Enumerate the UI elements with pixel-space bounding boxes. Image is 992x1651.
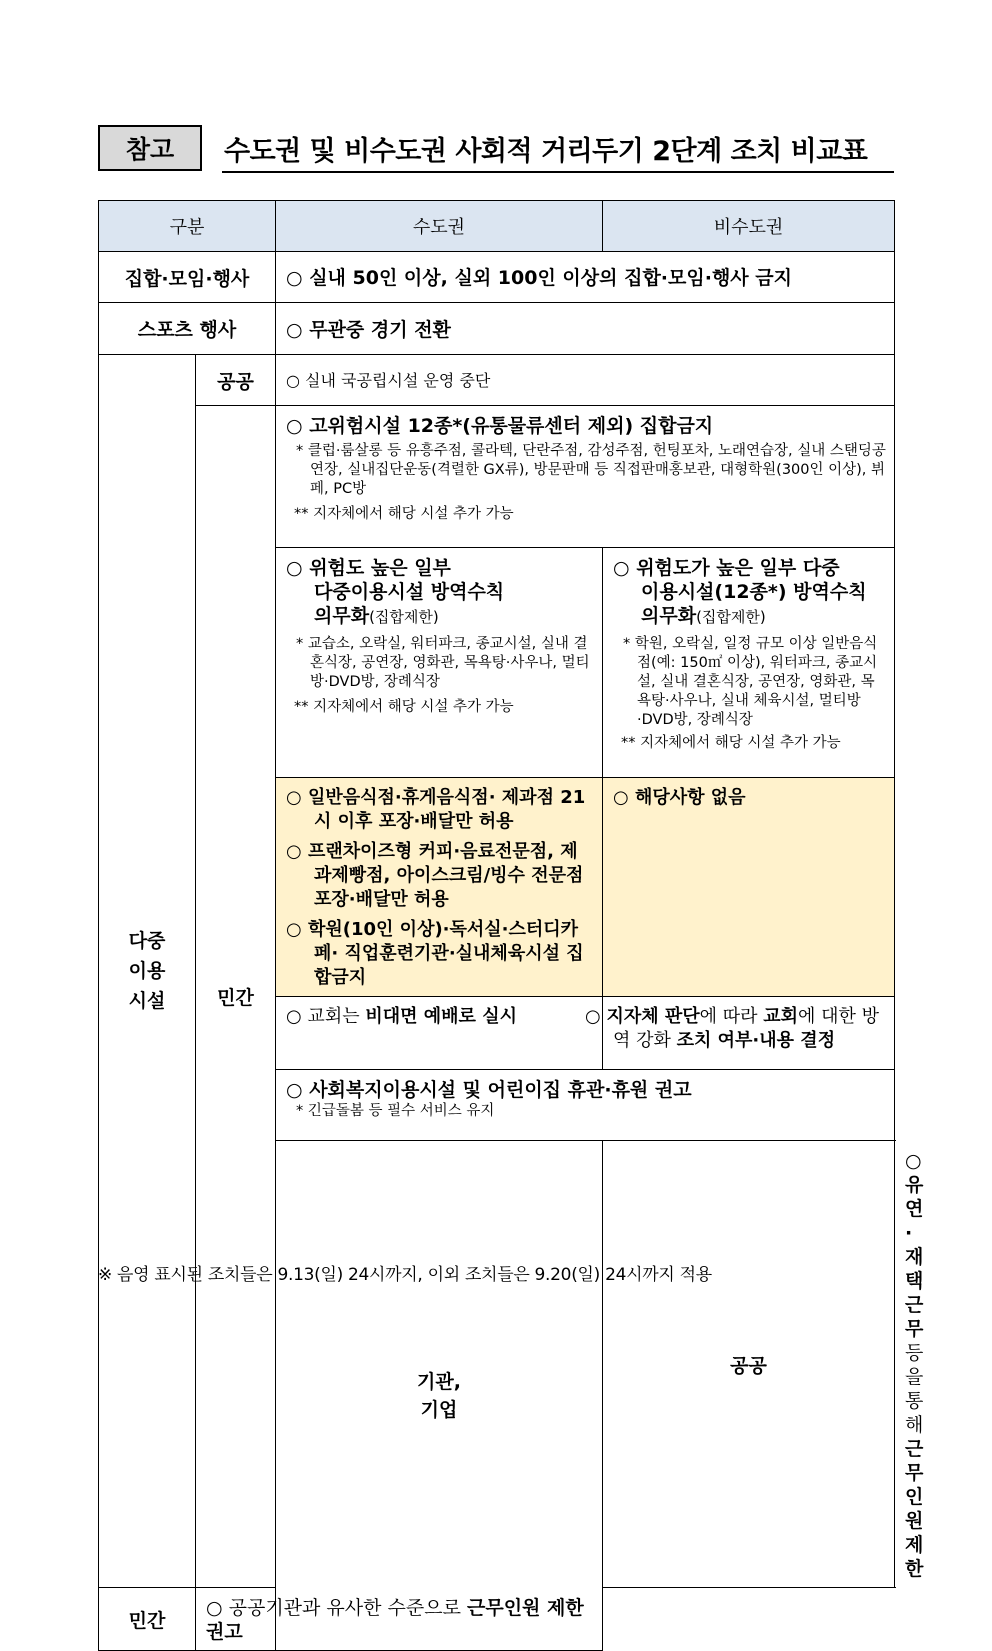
risky-noncapital-line1: ○ 위험도가 높은 일부 다중 [613, 557, 840, 579]
church-noncapital-f: 조치 여부·내용 결정 [676, 1030, 836, 1051]
public-text: ○ 실내 국공립시설 운영 중단 [276, 355, 895, 406]
risky-capital-cell [276, 548, 603, 778]
reference-badge: 참고 [98, 125, 202, 171]
row-label-multi-use: 다중 이용 시설 [99, 355, 196, 1588]
header-noncapital: 비수도권 [603, 201, 895, 252]
restaurant-capital-cell [276, 778, 603, 997]
org-private-b: 근무인원 제한 권고 [206, 1597, 584, 1643]
org-public-d: 근무인원 제한 [905, 1438, 924, 1580]
org-public-a: ○ [905, 1150, 922, 1172]
org-public-b: 유연·재택근무 [905, 1174, 924, 1340]
title-row [98, 125, 894, 173]
risky-capital-note2: ** 지자체에서 해당 시설 추가 가능 [294, 699, 514, 715]
church-noncapital-d: 교회 [763, 1006, 799, 1027]
row-label-org-public: 공공 [603, 1141, 895, 1588]
row-label-gathering: 집합·모임·행사 [99, 252, 276, 303]
church-noncapital-e: 에 대한 방역 강화 [613, 1006, 880, 1051]
church-noncapital-b: 지자체 판단 [606, 1006, 700, 1027]
church-noncapital-a: ○ [585, 1006, 607, 1027]
risky-capital-line1: ○ 위험도 높은 일부 [286, 557, 451, 579]
row-label-org: 기관, 기업 [276, 1141, 603, 1651]
sports-text: ○ 무관중 경기 전환 [276, 303, 895, 355]
restaurant-noncapital-cell: ○ 해당사항 없음 [603, 778, 895, 997]
page-title: 수도권 및 비수도권 사회적 거리두기 2단계 조치 비교표 [224, 136, 868, 167]
header-category: 구분 [99, 201, 276, 252]
gathering-text: ○ 실내 50인 이상, 실외 100인 이상의 집합·모임·행사 금지 [276, 252, 895, 303]
footer-note: ※ 음영 표시된 조치들은 9.13(일) 24시까지, 이외 조치들은 9.20(일) 24시까지 적용 [98, 1265, 712, 1285]
risky-noncapital-sub: (집합제한) [696, 608, 766, 626]
risky-noncapital-note2: ** 지자체에서 해당 시설 추가 가능 [621, 735, 841, 751]
risky-noncapital-line2: 이용시설(12종*) 방역수칙 [641, 581, 867, 603]
restaurant-item-1: ○ 일반음식점·휴게음식점· 제과점 21시 이후 포장·배달만 허용 [286, 787, 586, 832]
church-noncapital-c: 에 따라 [699, 1006, 764, 1027]
row-label-org-private: 민간 [99, 1588, 196, 1651]
high-risk-item: ○ 고위험시설 12종*(유통물류센터 제외) 집합금지 [286, 415, 714, 437]
org-private-text [196, 1588, 603, 1651]
high-risk-cell [276, 406, 895, 548]
church-capital-a: ○ 교회는 [286, 1006, 366, 1027]
risky-noncapital-cell [603, 548, 895, 778]
org-private-a: ○ 공공기관과 유사한 수준으로 [206, 1597, 467, 1619]
restaurant-item-3: ○ 학원(10인 이상)·독서실·스터디카페· 직업훈련기관·실내체육시설 집합금지 [286, 919, 584, 988]
risky-capital-line2: 다중이용시설 방역수칙 [314, 581, 505, 603]
risky-noncapital-line3: 의무화 [641, 605, 697, 627]
high-risk-note2: ** 지자체에서 해당 시설 추가 가능 [294, 506, 514, 522]
title-underline [222, 171, 894, 173]
header-capital: 수도권 [276, 201, 603, 252]
church-noncapital-cell [585, 997, 895, 1070]
row-label-private: 민간 [196, 406, 276, 1588]
welfare-cell [276, 1070, 895, 1141]
welfare-note: * 긴급돌봄 등 필수 서비스 유지 [296, 1103, 495, 1119]
welfare-item: ○ 사회복지이용시설 및 어린이집 휴관·휴원 권고 [286, 1079, 692, 1101]
high-risk-note: * 클럽·룸살롱 등 유흥주점, 콜라텍, 단란주점, 감성주점, 헌팅포차, 노래연습장, 실내 스탠딩공연장, 실내집단운동(격렬한 GX류), 방문판매 등 직접판매홍보관, 대형학원(300인 이상), 뷔페, PC방 [296, 443, 886, 497]
risky-capital-sub: (집합제한) [369, 608, 439, 626]
org-public-c: 등을 통해 [905, 1342, 924, 1436]
risky-noncapital-note: * 학원, 오락실, 일정 규모 이상 일반음식점(예: 150㎡ 이상), 워터파크, 종교시설, 실내 결혼식장, 공연장, 영화관, 목욕탕·사우나, 실내 체육시설, 멀티방·DVD방, 장례식장 [623, 636, 878, 728]
risky-capital-note: * 교습소, 오락실, 워터파크, 종교시설, 실내 결혼식장, 공연장, 영화관, 목욕탕·사우나, 멀티방·DVD방, 장례식장 [296, 636, 590, 690]
comparison-table [98, 200, 924, 1651]
row-label-public: 공공 [196, 355, 276, 406]
risky-capital-line3: 의무화 [314, 605, 370, 627]
row-label-sports: 스포츠 행사 [99, 303, 276, 355]
church-capital-b: 비대면 예배로 실시 [365, 1006, 517, 1027]
church-capital-cell [276, 997, 603, 1070]
restaurant-item-2: ○ 프랜차이즈형 커피·음료전문점, 제과제빵점, 아이스크림/빙수 전문점 포장·배달만 허용 [286, 841, 584, 910]
